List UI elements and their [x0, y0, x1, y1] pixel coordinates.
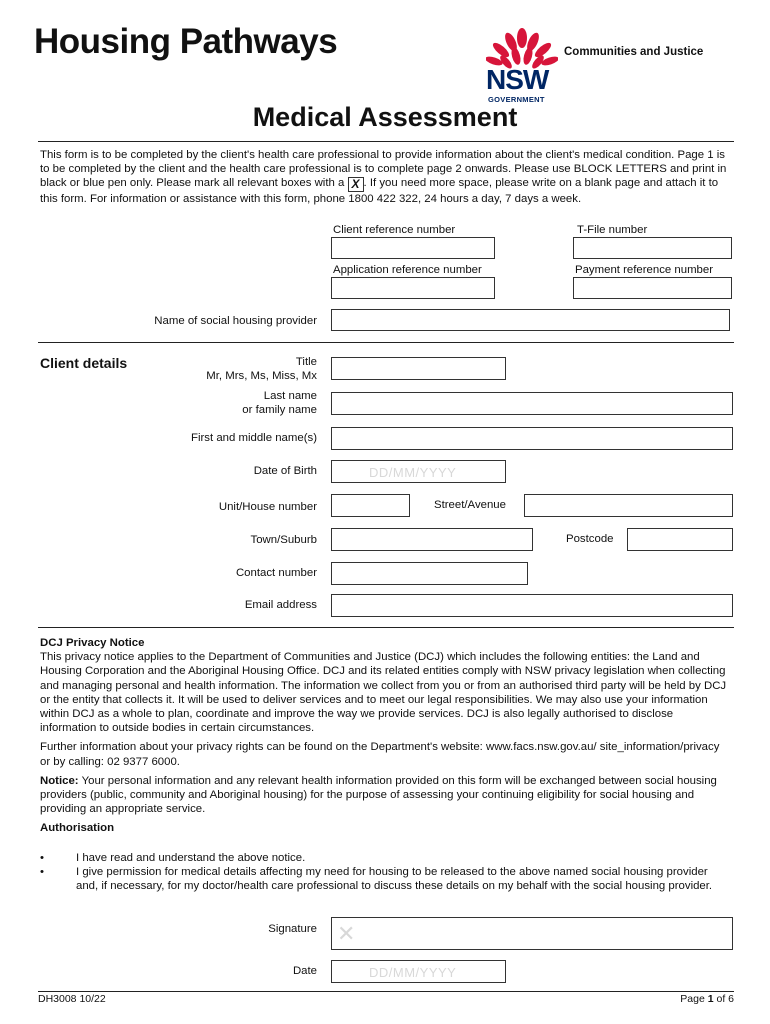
street-input[interactable]	[524, 494, 733, 517]
title-options: Mr, Mrs, Ms, Miss, Mx	[206, 370, 317, 382]
signature-label: Signature	[268, 923, 317, 935]
client-reference-label: Client reference number	[333, 224, 456, 236]
dept-name: Communities and Justice	[564, 46, 704, 58]
dob-label: Date of Birth	[253, 465, 317, 477]
date-input[interactable]	[331, 960, 506, 983]
nsw-wordmark: NSW	[486, 64, 549, 95]
notice-label: Notice:	[40, 774, 79, 787]
page-suffix: of 6	[713, 993, 734, 1005]
privacy-paragraph-2: Further information about your privacy rights can be found on the Department's website: www.facs.nsw.gov.au/ site_information/privacy or by calling: 02 9377 6000.	[40, 741, 720, 768]
date-label: Date	[292, 965, 317, 977]
form-code: DH3008 10/22	[38, 993, 106, 1005]
intro-text-part2: . If you need more space, please write on a blank page and attach it to this form. For information or assistance with this form, phone 1800 422 322, 24 hours a day, 7 days a week.	[40, 177, 719, 206]
nsw-government: GOVERNMENT	[488, 95, 545, 104]
title-input[interactable]	[331, 357, 506, 380]
provider-name-label: Name of social housing provider	[154, 315, 317, 327]
notice-text: Your personal information and any relevant health information provided on this form will be exchanged between social housing providers (public, community and Aboriginal housing) for the purpose of assessing your continuing eligibility for social housing and providing an appropriate service.	[40, 774, 717, 816]
page-number	[680, 993, 734, 1005]
provider-name-input[interactable]	[331, 309, 730, 331]
unit-input[interactable]	[331, 494, 410, 517]
footer-divider	[38, 991, 734, 992]
title-label: Title	[295, 356, 317, 368]
last-name-label-2: or family name	[242, 404, 317, 416]
unit-label: Unit/House number	[218, 501, 317, 513]
divider	[38, 141, 734, 142]
privacy-notice-paragraph	[40, 774, 730, 817]
page-prefix: Page	[680, 993, 708, 1005]
first-name-label: First and middle name(s)	[191, 432, 317, 444]
first-name-input[interactable]	[331, 427, 733, 450]
tfile-label: T-File number	[577, 224, 648, 236]
last-name-input[interactable]	[331, 392, 733, 415]
divider	[38, 627, 734, 628]
email-label: Email address	[244, 599, 317, 611]
checkbox-mark-example: X	[348, 177, 364, 192]
authorisation-heading: Authorisation	[40, 822, 115, 835]
street-label: Street/Avenue	[434, 499, 506, 511]
postcode-label: Postcode	[566, 533, 614, 545]
authorisation-bullet-1: I have read and understand the above notice.	[76, 852, 306, 864]
client-details-heading: Client details	[40, 355, 128, 371]
tfile-input[interactable]	[573, 237, 732, 259]
privacy-notice	[40, 636, 730, 836]
nsw-logo	[484, 28, 564, 104]
privacy-heading: DCJ Privacy Notice	[40, 637, 145, 649]
postcode-input[interactable]	[627, 528, 733, 551]
bullet-dot: •	[40, 852, 44, 864]
contact-label: Contact number	[235, 567, 317, 579]
divider	[38, 342, 734, 343]
payment-reference-label: Payment reference number	[575, 264, 714, 276]
application-reference-input[interactable]	[331, 277, 495, 299]
payment-reference-input[interactable]	[573, 277, 732, 299]
intro-text-part1: This form is to be completed by the client's health care professional to provide information about the client's medical condition. Page 1 is to be completed by the client and the health care professional is to complete page 2 onwards. Please use BLOCK LETTERS and print in black or blue pen only. Please mark all relevant boxes with a	[40, 149, 727, 190]
authorisation-bullet-2: I give permission for medical details affecting my need for housing to be released to the above named social housing provider and, if necessary, for my doctor/health care professional to discuss these details on my behalf with the social housing provider.	[76, 866, 713, 893]
form-title: Medical Assessment	[252, 102, 518, 132]
email-input[interactable]	[331, 594, 733, 617]
program-title: Housing Pathways	[34, 22, 338, 61]
page-current: 1	[707, 993, 714, 1005]
town-label: Town/Suburb	[250, 534, 317, 546]
contact-input[interactable]	[331, 562, 528, 585]
client-reference-input[interactable]	[331, 237, 495, 259]
dob-placeholder: DD/MM/YYYY	[369, 465, 457, 480]
intro-text	[40, 148, 730, 207]
date-placeholder: DD/MM/YYYY	[369, 965, 457, 980]
signature-x-icon: ✕	[337, 921, 356, 946]
signature-input[interactable]	[331, 917, 733, 950]
town-input[interactable]	[331, 528, 533, 551]
privacy-paragraph-1: This privacy notice applies to the Department of Communities and Justice (DCJ) which includes the following entities: the Land and Housing Corporation and the Aboriginal Housing Office. DCJ and its related entities comply with NSW privacy legislation when collecting and managing personal and health information. The information we collect from you or from an authorised third party will be held by DCJ or the entity that collects it. It will be used to deliver services and to meet our legal responsibilities. We may also use your information within DCJ as a whole to plan, coordinate and improve the way we provide services. DCJ is also legally authorised to disclose information to outside bodies in certain circumstances.	[40, 651, 727, 735]
last-name-label: Last name	[263, 390, 317, 402]
dob-input[interactable]	[331, 460, 506, 483]
application-reference-label: Application reference number	[333, 264, 482, 276]
bullet-dot: •	[40, 866, 44, 878]
